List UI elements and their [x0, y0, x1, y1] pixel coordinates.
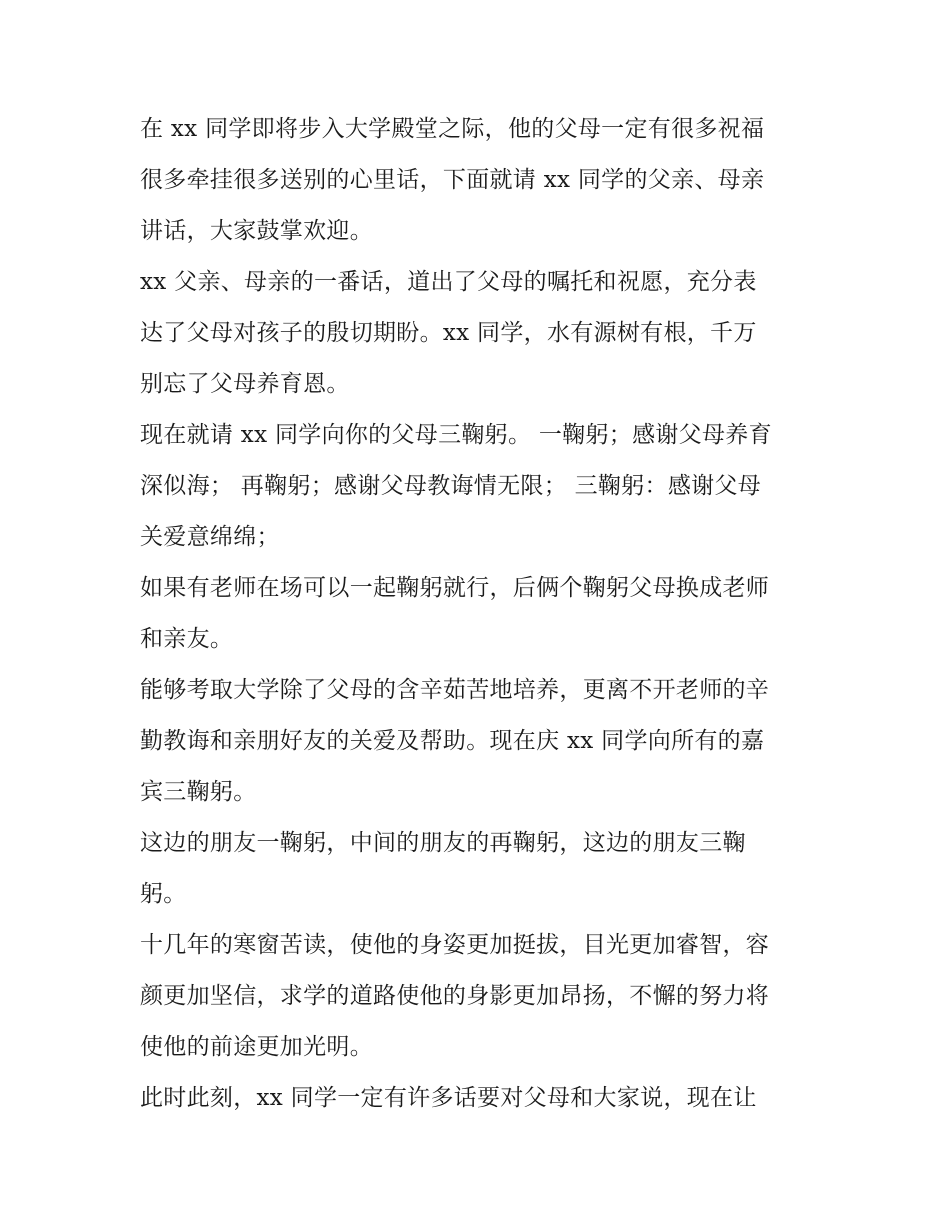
text-line: 十几年的寒窗苦读，使他的身姿更加挺拔，目光更加睿智，容: [140, 932, 770, 958]
document-body: [140, 104, 820, 1124]
text-line: 讲话，大家鼓掌欢迎。: [140, 218, 373, 244]
text-line: 如果有老师在场可以一起鞠躬就行，后俩个鞠躬父母换成老师: [140, 575, 770, 601]
text-line: 这边的朋友一鞠躬，中间的朋友的再鞠躬，这边的朋友三鞠: [140, 830, 746, 856]
text-line: 能够考取大学除了父母的含辛茹苦地培养，更离不开老师的辛: [140, 677, 770, 703]
text-line: 躬。: [140, 881, 187, 907]
text-line: 使他的前途更加光明。: [140, 1034, 373, 1060]
text-line: 现在就请 xx 同学向你的父母三鞠躬。 一鞠躬；感谢父母养育: [140, 422, 772, 448]
text-line: 和亲友。: [140, 626, 234, 652]
text-line: 在 xx 同学即将步入大学殿堂之际，他的父母一定有很多祝福: [140, 116, 765, 142]
text-line: 宾三鞠躬。: [140, 779, 257, 805]
text-line: 很多牵挂很多送别的心里话，下面就请 xx 同学的父亲、母亲: [140, 167, 765, 193]
text-line: 别忘了父母养育恩。: [140, 371, 350, 397]
text-line: 颜更加坚信，求学的道路使他的身影更加昂扬，不懈的努力将: [140, 983, 770, 1009]
text-line: 勤教诲和亲朋好友的关爱及帮助。现在庆 xx 同学向所有的嘉: [140, 728, 765, 754]
text-line: 此时此刻，xx 同学一定有许多话要对父母和大家说，现在让: [140, 1085, 757, 1111]
text-line: 达了父母对孩子的殷切期盼。xx 同学，水有源树有根，千万: [140, 320, 757, 346]
text-line: xx 父亲、母亲的一番话，道出了父母的嘱托和祝愿，充分表: [140, 269, 757, 295]
text-line: 关爱意绵绵；: [140, 524, 280, 550]
text-line: 深似海； 再鞠躬；感谢父母教诲情无限； 三鞠躬：感谢父母: [140, 473, 762, 499]
